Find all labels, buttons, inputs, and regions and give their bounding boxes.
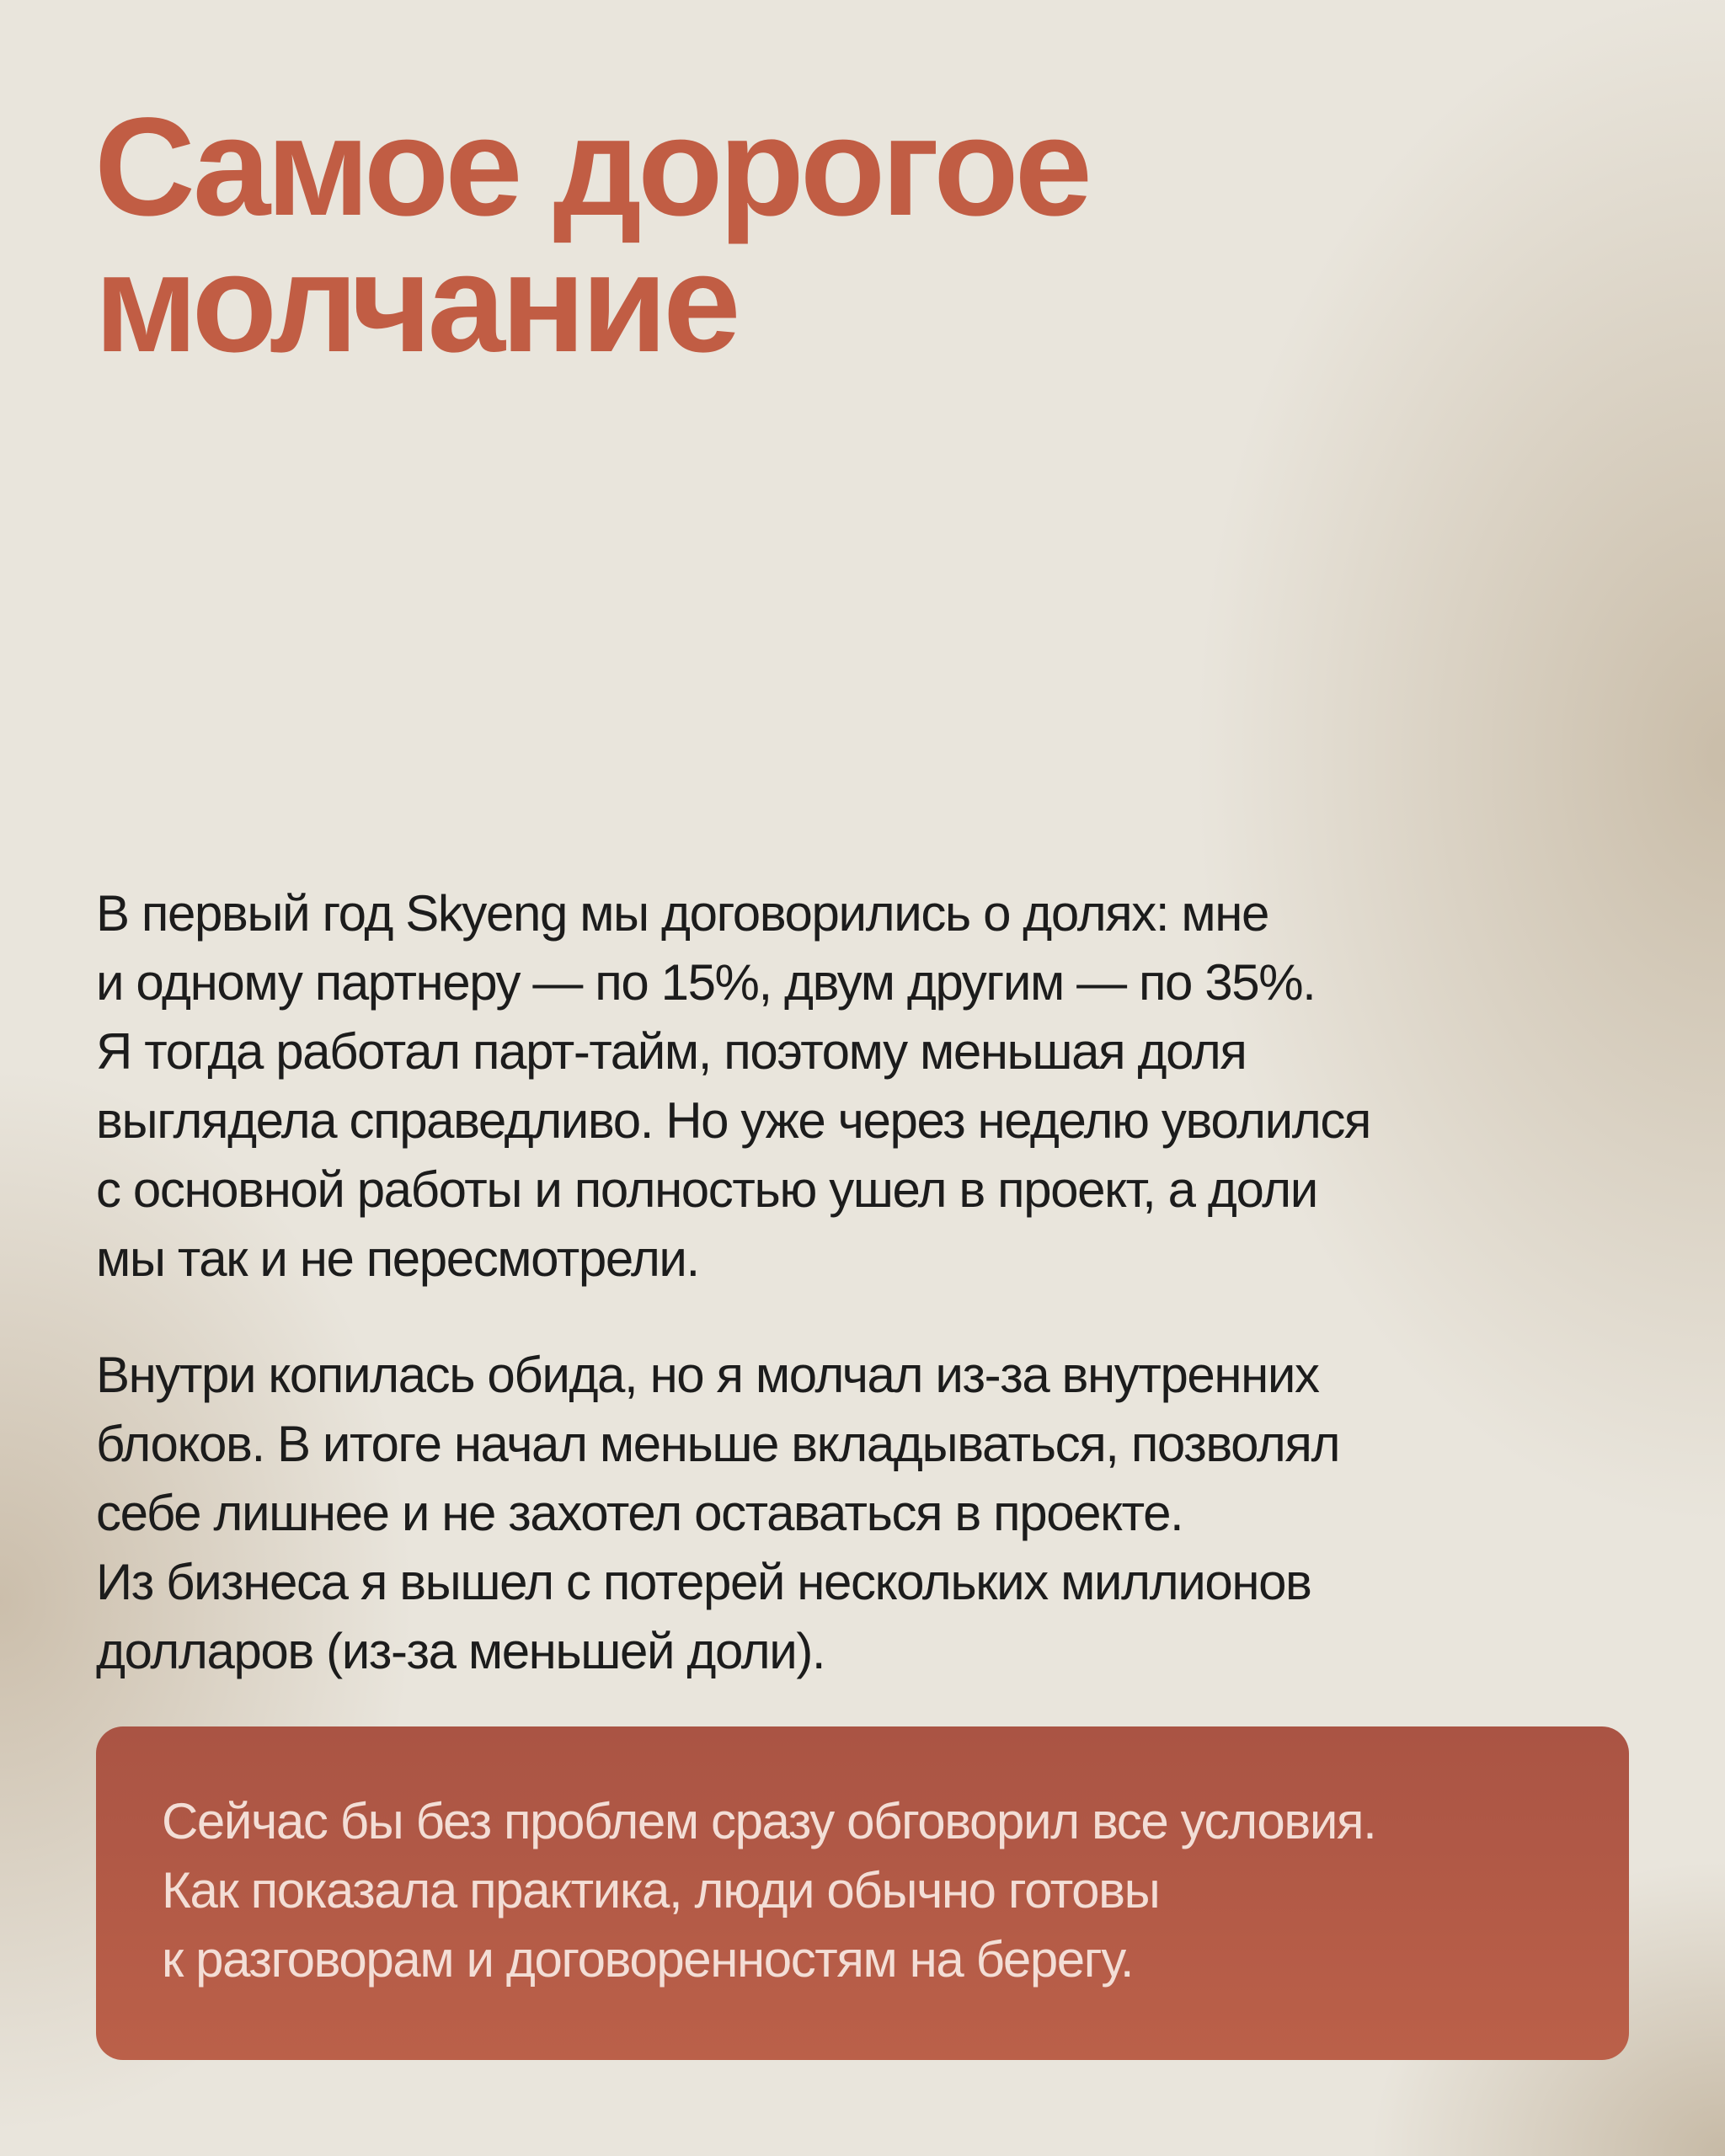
text-line: Из бизнеса я вышел с потерей нескольких миллионов — [96, 1554, 1311, 1610]
paragraph-consequences — [96, 1341, 1612, 1686]
callout-line: к разговорам и договоренностям на берегу. — [162, 1931, 1134, 1988]
page-title — [94, 89, 1088, 382]
callout-line: Как показала практика, люди обычно готовы — [162, 1862, 1160, 1919]
text-line: и одному партнеру — по 15%, двум другим — по 35%. — [96, 954, 1316, 1011]
text-line: Я тогда работал парт-тайм, поэтому меньшая доля — [96, 1023, 1247, 1080]
text-line: В первый год Skyeng мы договорились о долях: мне — [96, 885, 1268, 942]
paragraph-shares-agreement — [96, 879, 1612, 1294]
conclusion-callout — [96, 1726, 1629, 2060]
title-line: Самое дорогое — [94, 89, 1088, 245]
title-line: молчание — [94, 226, 737, 382]
text-line: выглядела справедливо. Но уже через неделю уволился — [96, 1092, 1371, 1149]
text-line: мы так и не пересмотрели. — [96, 1230, 699, 1287]
text-line: долларов (из-за меньшей доли). — [96, 1623, 825, 1679]
text-line: Внутри копилась обида, но я молчал из-за внутренних — [96, 1347, 1319, 1403]
callout-line: Сейчас бы без проблем сразу обговорил все условия. — [162, 1793, 1376, 1849]
text-line: блоков. В итоге начал меньше вкладываться, позволял — [96, 1416, 1340, 1472]
text-line: себе лишнее и не захотел оставаться в проекте. — [96, 1485, 1183, 1541]
callout-text — [162, 1787, 1375, 1994]
text-line: с основной работы и полностью ушел в проект, а доли — [96, 1161, 1317, 1218]
